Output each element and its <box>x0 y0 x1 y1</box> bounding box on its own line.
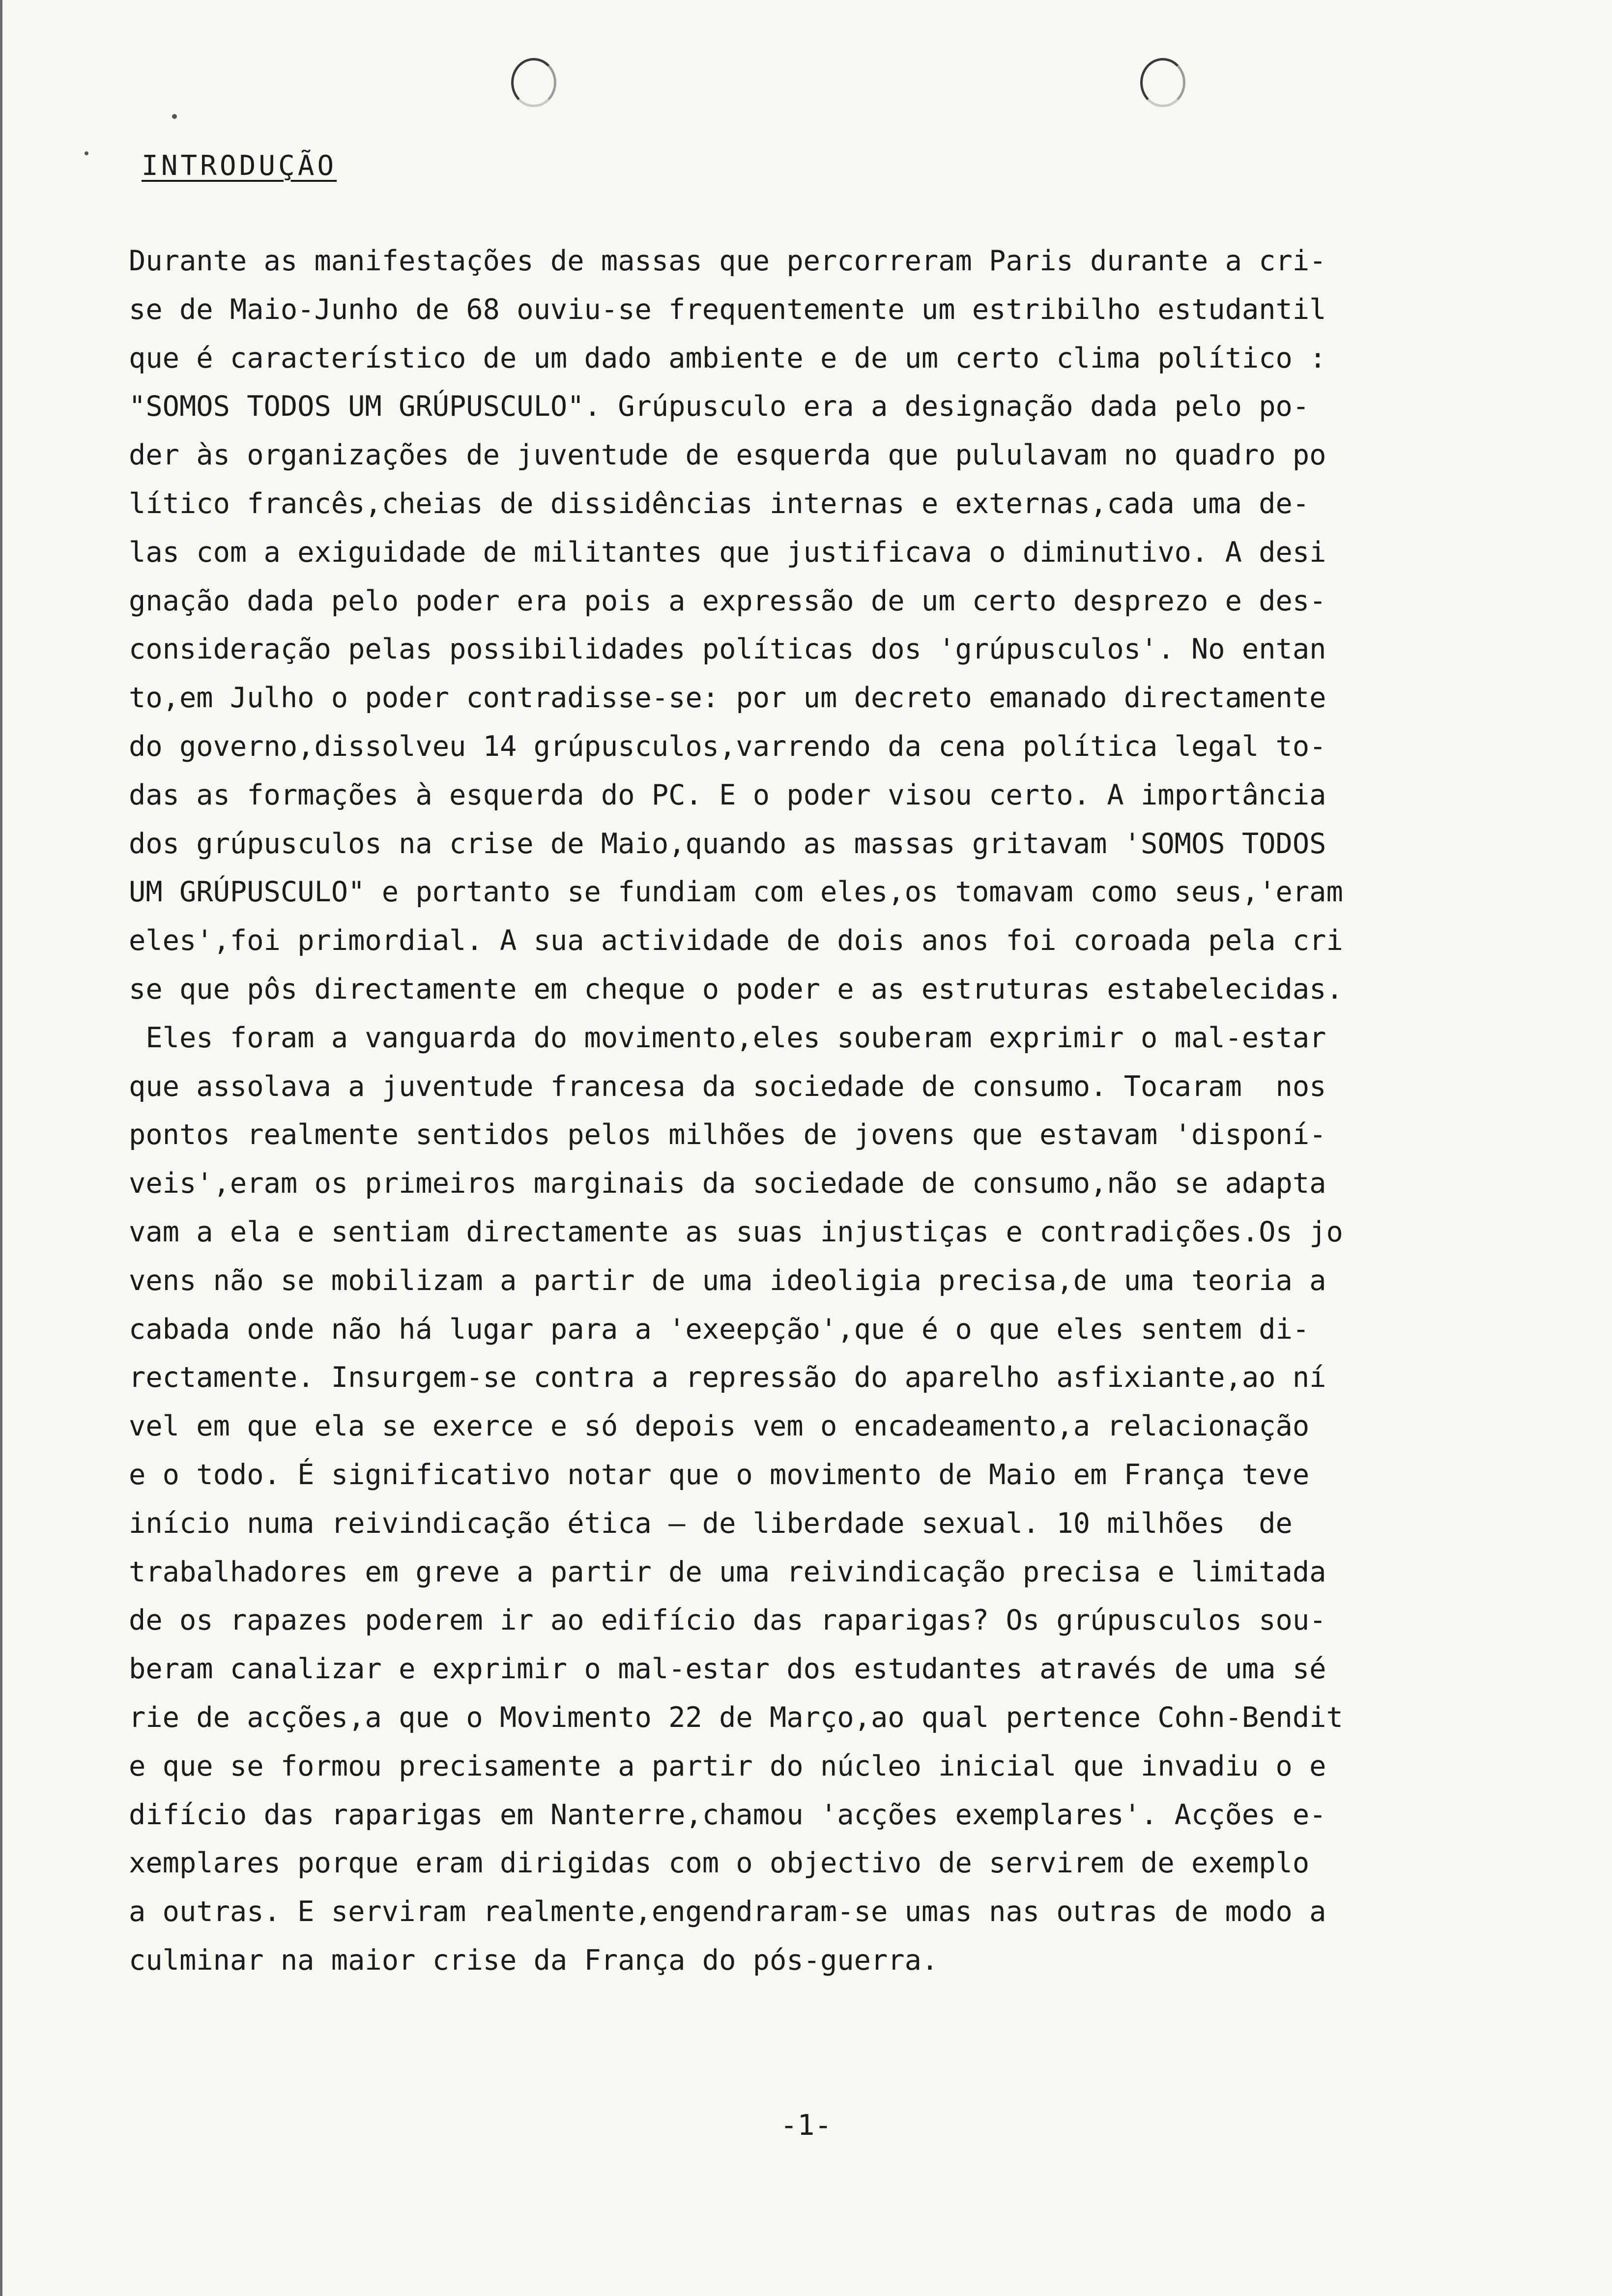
text-line: veis',eram os primeiros marginais da sociedade de consumo,não se adapta <box>129 1167 1326 1200</box>
text-line: início numa reivindicação ética — de liberdade sexual. 10 milhões de <box>129 1507 1293 1540</box>
text-line: las com a exiguidade de militantes que justificava o diminutivo. A desi <box>129 536 1326 569</box>
ink-speck <box>85 151 88 155</box>
text-line: e que se formou precisamente a partir do núcleo inicial que invadiu o e <box>129 1750 1326 1782</box>
text-line: dos grúpusculos na crise de Maio,quando as massas gritavam 'SOMOS TODOS <box>129 827 1326 860</box>
text-line: lítico francês,cheias de dissidências internas e externas,cada uma de- <box>129 487 1310 520</box>
text-line: se de Maio-Junho de 68 ouviu-se frequentemente um estribilho estudantil <box>129 293 1326 326</box>
text-line: e o todo. É significativo notar que o movimento de Maio em França teve <box>129 1458 1310 1491</box>
text-line: culminar na maior crise da França do pós-guerra. <box>129 1944 939 1977</box>
ink-speck <box>172 114 177 119</box>
text-line: trabalhadores em greve a partir de uma reivindicação precisa e limitada <box>129 1555 1326 1588</box>
text-line: der às organizações de juventude de esquerda que pululavam no quadro po <box>129 439 1326 472</box>
text-line: xemplares porque eram dirigidas com o objectivo de servirem de exemplo <box>129 1847 1310 1880</box>
text-line: vens não se mobilizam a partir de uma ideoligia precisa,de uma teoria a <box>129 1264 1326 1297</box>
text-line: cabada onde não há lugar para a 'exeepção',que é o que eles sentem di- <box>129 1313 1310 1346</box>
text-line: de os rapazes poderem ir ao edifício das raparigas? Os grúpusculos sou- <box>129 1604 1326 1637</box>
text-line: beram canalizar e exprimir o mal-estar dos estudantes através de uma sé <box>129 1653 1326 1686</box>
text-line: to,em Julho o poder contradisse-se: por um decreto emanado directamente <box>129 682 1326 715</box>
text-line: que é característico de um dado ambiente e de um certo clima político : <box>129 342 1326 374</box>
text-line: vel em que ela se exerce e só depois vem o encadeamento,a relacionação <box>129 1410 1310 1443</box>
text-line: Eles foram a vanguarda do movimento,eles souberam exprimir o mal-estar <box>129 1021 1326 1054</box>
text-line: se que pôs directamente em cheque o poder e as estruturas estabelecidas. <box>129 973 1343 1005</box>
text-line: gnação dada pelo poder era pois a expressão de um certo desprezo e des- <box>129 584 1326 617</box>
text-line: rectamente. Insurgem-se contra a repressão do aparelho asfixiante,ao ní <box>129 1361 1326 1394</box>
text-line: do governo,dissolveu 14 grúpusculos,varrendo da cena política legal to- <box>129 730 1326 763</box>
text-line: das as formações à esquerda do PC. E o poder visou certo. A importância <box>129 778 1326 811</box>
text-line: vam a ela e sentiam directamente as suas injustiças e contradições.Os jo <box>129 1215 1343 1248</box>
text-line: pontos realmente sentidos pelos milhões de jovens que estavam 'disponí- <box>129 1119 1326 1151</box>
page-heading: INTRODUÇÃO <box>142 150 337 182</box>
text-line: que assolava a juventude francesa da sociedade de consumo. Tocaram nos <box>129 1070 1326 1103</box>
punch-hole-left <box>511 58 556 107</box>
text-line: consideração pelas possibilidades políticas dos 'grúpusculos'. No entan <box>129 633 1326 666</box>
text-line: a outras. E serviram realmente,engendraram-se umas nas outras de modo a <box>129 1895 1326 1928</box>
punch-hole-right <box>1140 58 1185 107</box>
text-line: rie de acções,a que o Movimento 22 de Março,ao qual pertence Cohn-Bendit <box>129 1701 1343 1734</box>
body-text <box>129 237 1544 1985</box>
page-number: -1- <box>780 2108 832 2142</box>
text-line: UM GRÚPUSCULO" e portanto se fundiam com eles,os tomavam como seus,'eram <box>129 876 1343 909</box>
text-line: Durante as manifestações de massas que percorreram Paris durante a cri- <box>129 245 1326 277</box>
text-line: "SOMOS TODOS UM GRÚPUSCULO". Grúpusculo era a designação dada pelo po- <box>129 390 1310 423</box>
text-line: difício das raparigas em Nanterre,chamou 'acções exemplares'. Acções e- <box>129 1798 1326 1831</box>
text-line: eles',foi primordial. A sua actividade de dois anos foi coroada pela cri <box>129 924 1343 957</box>
page-left-edge <box>0 0 2 2296</box>
